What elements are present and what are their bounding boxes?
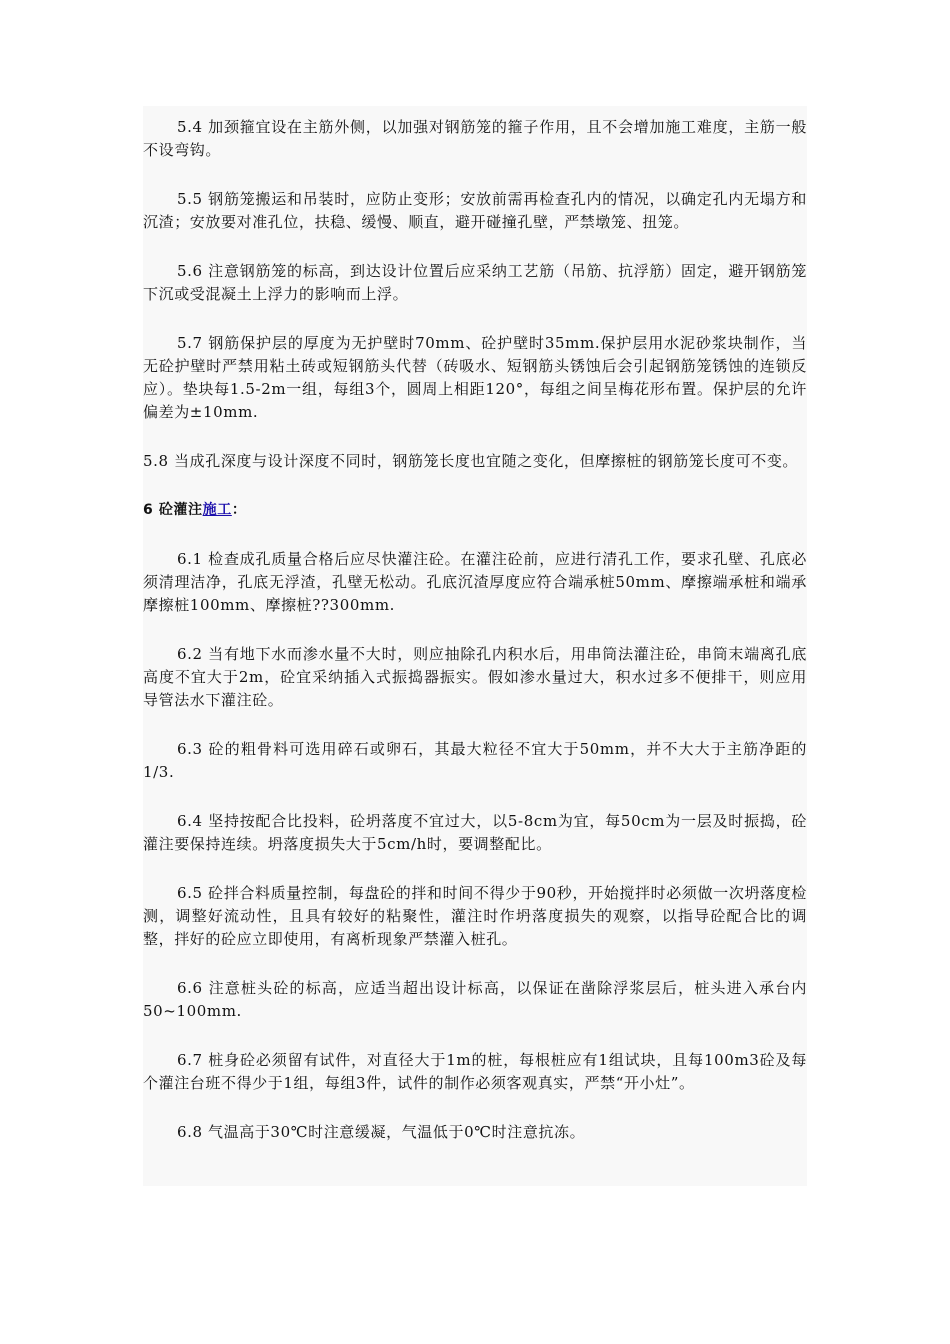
paragraph-5-8: 5.8 当成孔深度与设计深度不同时，钢筋笼长度也宜随之变化，但摩擦桩的钢筋笼长度可不变。 — [143, 452, 799, 470]
paragraph-6-6: 6.6 注意桩头砼的标高，应适当超出设计标高，以保证在凿除浮浆层后，桩头进入承台内50~100mm. — [143, 979, 807, 1020]
paragraph-6-7: 6.7 桩身砼必须留有试件，对直径大于1m的桩，每根桩应有1组试块，且每100m3砼及每个灌注台班不得少于1组，每组3件，试件的制作必须客观真实，严禁“开小灶”。 — [143, 1051, 807, 1092]
paragraph-6-5: 6.5 砼拌合料质量控制，每盘砼的拌和时间不得少于90秒，开始搅拌时必须做一次坍落度检测，调整好流动性，且具有较好的粘聚性，灌注时作坍落度损失的观察，以指导砼配合比的调整，拌好的砼应立即使用，有离析现象严禁灌入桩孔。 — [143, 884, 807, 948]
paragraph-6-3: 6.3 砼的粗骨料可选用碎石或卵石，其最大粒径不宜大于50mm，并不大大于主筋净距的1/3. — [143, 740, 807, 781]
section-6-heading-suffix: ： — [231, 502, 247, 518]
paragraph-5-4: 5.4 加颈箍宜设在主筋外侧，以加强对钢筋笼的箍子作用，且不会增加施工难度，主筋一般不设弯钩。 — [143, 118, 807, 159]
section-6-heading — [143, 499, 807, 522]
section-6-heading-prefix: 6 砼灌注 — [143, 502, 203, 518]
paragraph-5-6: 5.6 注意钢筋笼的标高，到达设计位置后应采纳工艺筋（吊筋、抗浮筋）固定，避开钢筋笼下沉或受混凝土上浮力的影响而上浮。 — [143, 262, 807, 303]
paragraph-5-5: 5.5 钢筋笼搬运和吊装时，应防止变形；安放前需再检查孔内的情况，以确定孔内无塌方和沉渣；安放要对准孔位，扶稳、缓慢、顺直，避开碰撞孔壁，严禁墩笼、扭笼。 — [143, 190, 807, 231]
construction-link[interactable]: 施工 — [202, 502, 232, 518]
paragraph-6-8: 6.8 气温高于30℃时注意缓凝，气温低于0℃时注意抗冻。 — [177, 1123, 586, 1141]
document-body — [143, 116, 807, 1170]
paragraph-6-4: 6.4 坚持按配合比投料，砼坍落度不宜过大，以5-8cm为宜，每50cm为一层及时振捣，砼灌注要保持连续。坍落度损失大于5cm/h时，要调整配比。 — [143, 812, 807, 853]
paragraph-5-7: 5.7 钢筋保护层的厚度为无护壁时70mm、砼护壁时35mm.保护层用水泥砂浆块制作，当无砼护壁时严禁用粘土砖或短钢筋头代替（砖吸水、短钢筋头锈蚀后会引起钢筋笼锈蚀的连锁反应）。垫块每1.5-2m一组，每组3个，圆周上相距120°，每组之间呈梅花形布置。保护层的允许偏差为±10mm. — [143, 334, 807, 421]
paragraph-6-1: 6.1 检查成孔质量合格后应尽快灌注砼。在灌注砼前，应进行清孔工作，要求孔壁、孔底必须清理洁净，孔底无浮渣，孔壁无松动。孔底沉渣厚度应符合端承桩50mm、摩擦端承桩和端承摩擦桩100mm、摩擦桩??300mm. — [143, 550, 807, 614]
paragraph-6-2: 6.2 当有地下水而渗水量不大时，则应抽除孔内积水后，用串筒法灌注砼，串筒末端离孔底高度不宜大于2m，砼宜采纳插入式振捣器振实。假如渗水量过大，积水过多不便排干，则应用导管法水下灌注砼。 — [143, 645, 807, 709]
